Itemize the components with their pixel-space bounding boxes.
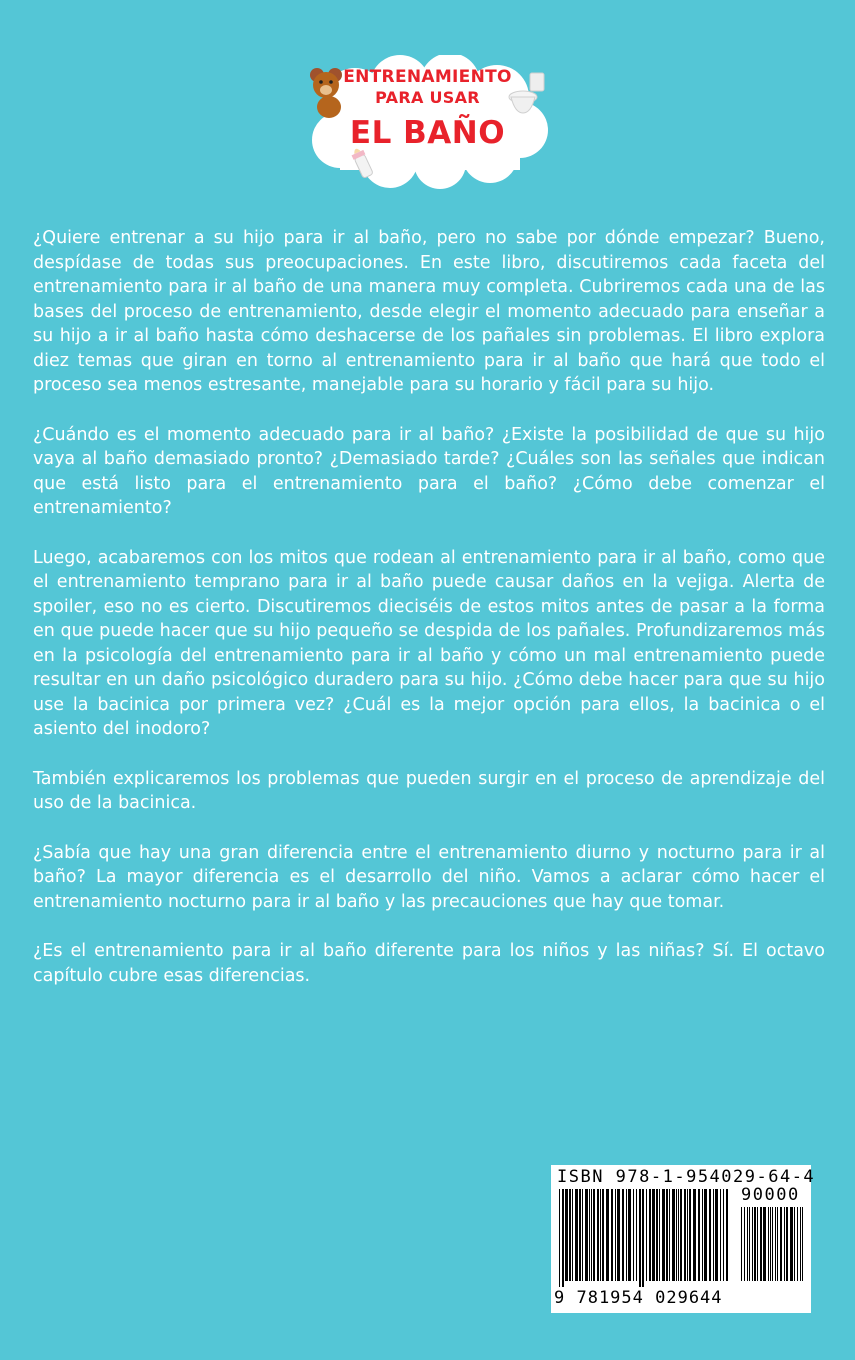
barcode-bar <box>772 1207 773 1281</box>
barcode-addon-bars <box>741 1207 805 1305</box>
barcode-bar <box>698 1189 700 1281</box>
barcode-bar <box>749 1207 750 1281</box>
logo-title: EL BAÑO <box>349 115 506 151</box>
barcode-bar <box>687 1189 688 1281</box>
barcode-bar <box>780 1207 782 1281</box>
barcode-bar <box>593 1189 595 1281</box>
book-logo <box>305 55 550 190</box>
barcode-bar <box>741 1207 742 1281</box>
barcode-bar <box>790 1207 793 1281</box>
barcode-bar <box>715 1189 718 1281</box>
paragraph-boys-girls: ¿Es el entrenamiento para ir al baño diferente para los niños y las niñas? Sí. El octavo capítulo cubre esas diferencias. <box>33 941 825 986</box>
logo-line-2: PARA USAR <box>375 88 480 107</box>
barcode-bar <box>585 1189 588 1281</box>
barcode-bar <box>678 1189 679 1281</box>
barcode-bar <box>757 1207 758 1281</box>
barcode-bar <box>626 1189 627 1281</box>
barcode-bar <box>565 1189 568 1281</box>
barcode-bar <box>636 1189 637 1281</box>
barcode-bar <box>602 1189 604 1281</box>
barcode-bar <box>672 1189 675 1281</box>
barcode-bar <box>693 1189 696 1281</box>
barcode-bar <box>633 1189 634 1281</box>
barcode-bar <box>713 1189 714 1281</box>
barcode-bar <box>575 1189 578 1281</box>
barcode-bar <box>606 1189 609 1281</box>
barcode-bar <box>646 1189 647 1281</box>
barcode-bar <box>704 1189 707 1281</box>
barcode-bar <box>659 1189 660 1281</box>
barcode-bar <box>669 1189 670 1281</box>
barcode-bar <box>723 1189 724 1281</box>
barcode-bar <box>777 1207 778 1281</box>
barcode-bar <box>591 1189 592 1281</box>
logo-line-1: ENTRENAMIENTO <box>343 67 512 87</box>
barcode-bar <box>752 1207 753 1281</box>
barcode-bar <box>768 1207 769 1281</box>
barcode-bar <box>642 1189 644 1287</box>
paragraph-timing: ¿Cuándo es el momento adecuado para ir al baño? ¿Existe la posibilidad de que su hijo vaya al baño demasiado pronto? ¿Demasiado tarde? ¿Cuáles son las señales que indican que está listo para el entrenamiento para el baño? ¿Cómo debe comenzar el entrenamiento? <box>33 424 825 518</box>
barcode-bar <box>617 1189 620 1281</box>
barcode-bar <box>649 1189 651 1281</box>
paragraph-night-training: ¿Sabía que hay una gran diferencia entre el entrenamiento diurno y nocturno para ir al baño? La mayor diferencia es el desarrollo del niño. Vamos a aclarar cómo hacer el entrenamiento nocturno para ir al baño y las precauciones que hay que tomar. <box>33 842 825 912</box>
barcode-bar <box>720 1189 721 1281</box>
isbn-barcode <box>551 1165 816 1313</box>
barcode-bar <box>562 1189 564 1287</box>
paragraph-myths: Luego, acabaremos con los mitos que rodean al entrenamiento para ir al baño, como que el entrenamiento temprano para ir al baño puede causar daños en la vejiga. Alerta de spoiler, eso no es cierto. Discutiremos dieciséis de estos mitos antes de pasar a la forma en que puede hacer que su hijo pequeño se despida de los pañales. Profundizaremos más en la psicología del entrenamiento para ir al baño y cómo un mal entrenamiento puede resultar en un daño psicológico duradero para su hijo. ¿Cómo debe hacer para que su hijo use la bacinica por primera vez? ¿Cuál es la mejor opción para ellos, la bacinica o el asiento del inodoro? <box>33 547 825 739</box>
barcode-bar <box>702 1189 703 1281</box>
barcode-bar <box>802 1207 803 1281</box>
barcode-bar <box>754 1207 756 1281</box>
barcode-bar <box>569 1189 571 1281</box>
paragraph-problems: También explicaremos los problemas que pueden surgir en el proceso de aprendizaje del uso de la bacinica. <box>33 768 825 813</box>
barcode-bar <box>622 1189 624 1281</box>
barcode-bar <box>770 1207 771 1281</box>
barcode-bar <box>615 1189 616 1281</box>
barcode-bar <box>689 1189 691 1281</box>
barcode-bar <box>747 1207 748 1281</box>
barcode-bar <box>628 1189 631 1281</box>
barcode-bar <box>709 1189 711 1281</box>
barcode-bar <box>656 1189 658 1281</box>
barcode-bar <box>579 1189 581 1281</box>
barcode-bar <box>775 1207 776 1281</box>
barcode-addon-digits: 90000 <box>741 1185 800 1205</box>
barcode-bar <box>726 1189 728 1281</box>
barcode-bar <box>794 1207 795 1281</box>
barcode-bar <box>559 1189 560 1287</box>
barcode-bar <box>662 1189 665 1281</box>
barcode-bar <box>684 1189 686 1281</box>
barcode-bar <box>680 1189 682 1281</box>
barcode-bar <box>784 1207 785 1281</box>
barcode-bar <box>760 1207 762 1281</box>
barcode-bar <box>666 1189 668 1281</box>
barcode-bar <box>786 1207 788 1281</box>
paragraph-intro: ¿Quiere entrenar a su hijo para ir al baño, pero no sabe por dónde empezar? Bueno, despídase de todas sus preocupaciones. En este libro, discutiremos cada faceta del entrenamiento para ir al baño de una manera muy completa. Cubriremos cada una de las bases del proceso de entrenamiento, desde elegir el momento adecuado para enseñar a su hijo a ir al baño hasta cómo deshacerse de los pañales sin problemas. El libro explora diez temas que giran en torno al entrenamiento para ir al baño que hará que todo el proceso sea menos estresante, manejable para su horario y fácil para su hijo. <box>33 228 825 395</box>
barcode-bar <box>797 1207 798 1281</box>
barcode-bar <box>572 1189 573 1281</box>
barcode-bar <box>600 1189 601 1281</box>
barcode-digits: 9 781954 029644 <box>554 1288 723 1308</box>
barcode-bar <box>744 1207 745 1281</box>
barcode-bar <box>652 1189 655 1281</box>
barcode-bar <box>763 1207 766 1281</box>
barcode-bar <box>582 1189 583 1281</box>
barcode-bar <box>611 1189 613 1281</box>
barcode-bar <box>676 1189 677 1281</box>
barcode-bar <box>597 1189 599 1281</box>
barcode-bar <box>800 1207 801 1281</box>
back-cover-text <box>33 226 825 1013</box>
barcode-bar <box>639 1189 641 1287</box>
isbn-label: ISBN 978-1-954029-64-4 <box>557 1167 816 1187</box>
barcode-bars <box>559 1189 729 1287</box>
barcode-bar <box>589 1189 590 1281</box>
